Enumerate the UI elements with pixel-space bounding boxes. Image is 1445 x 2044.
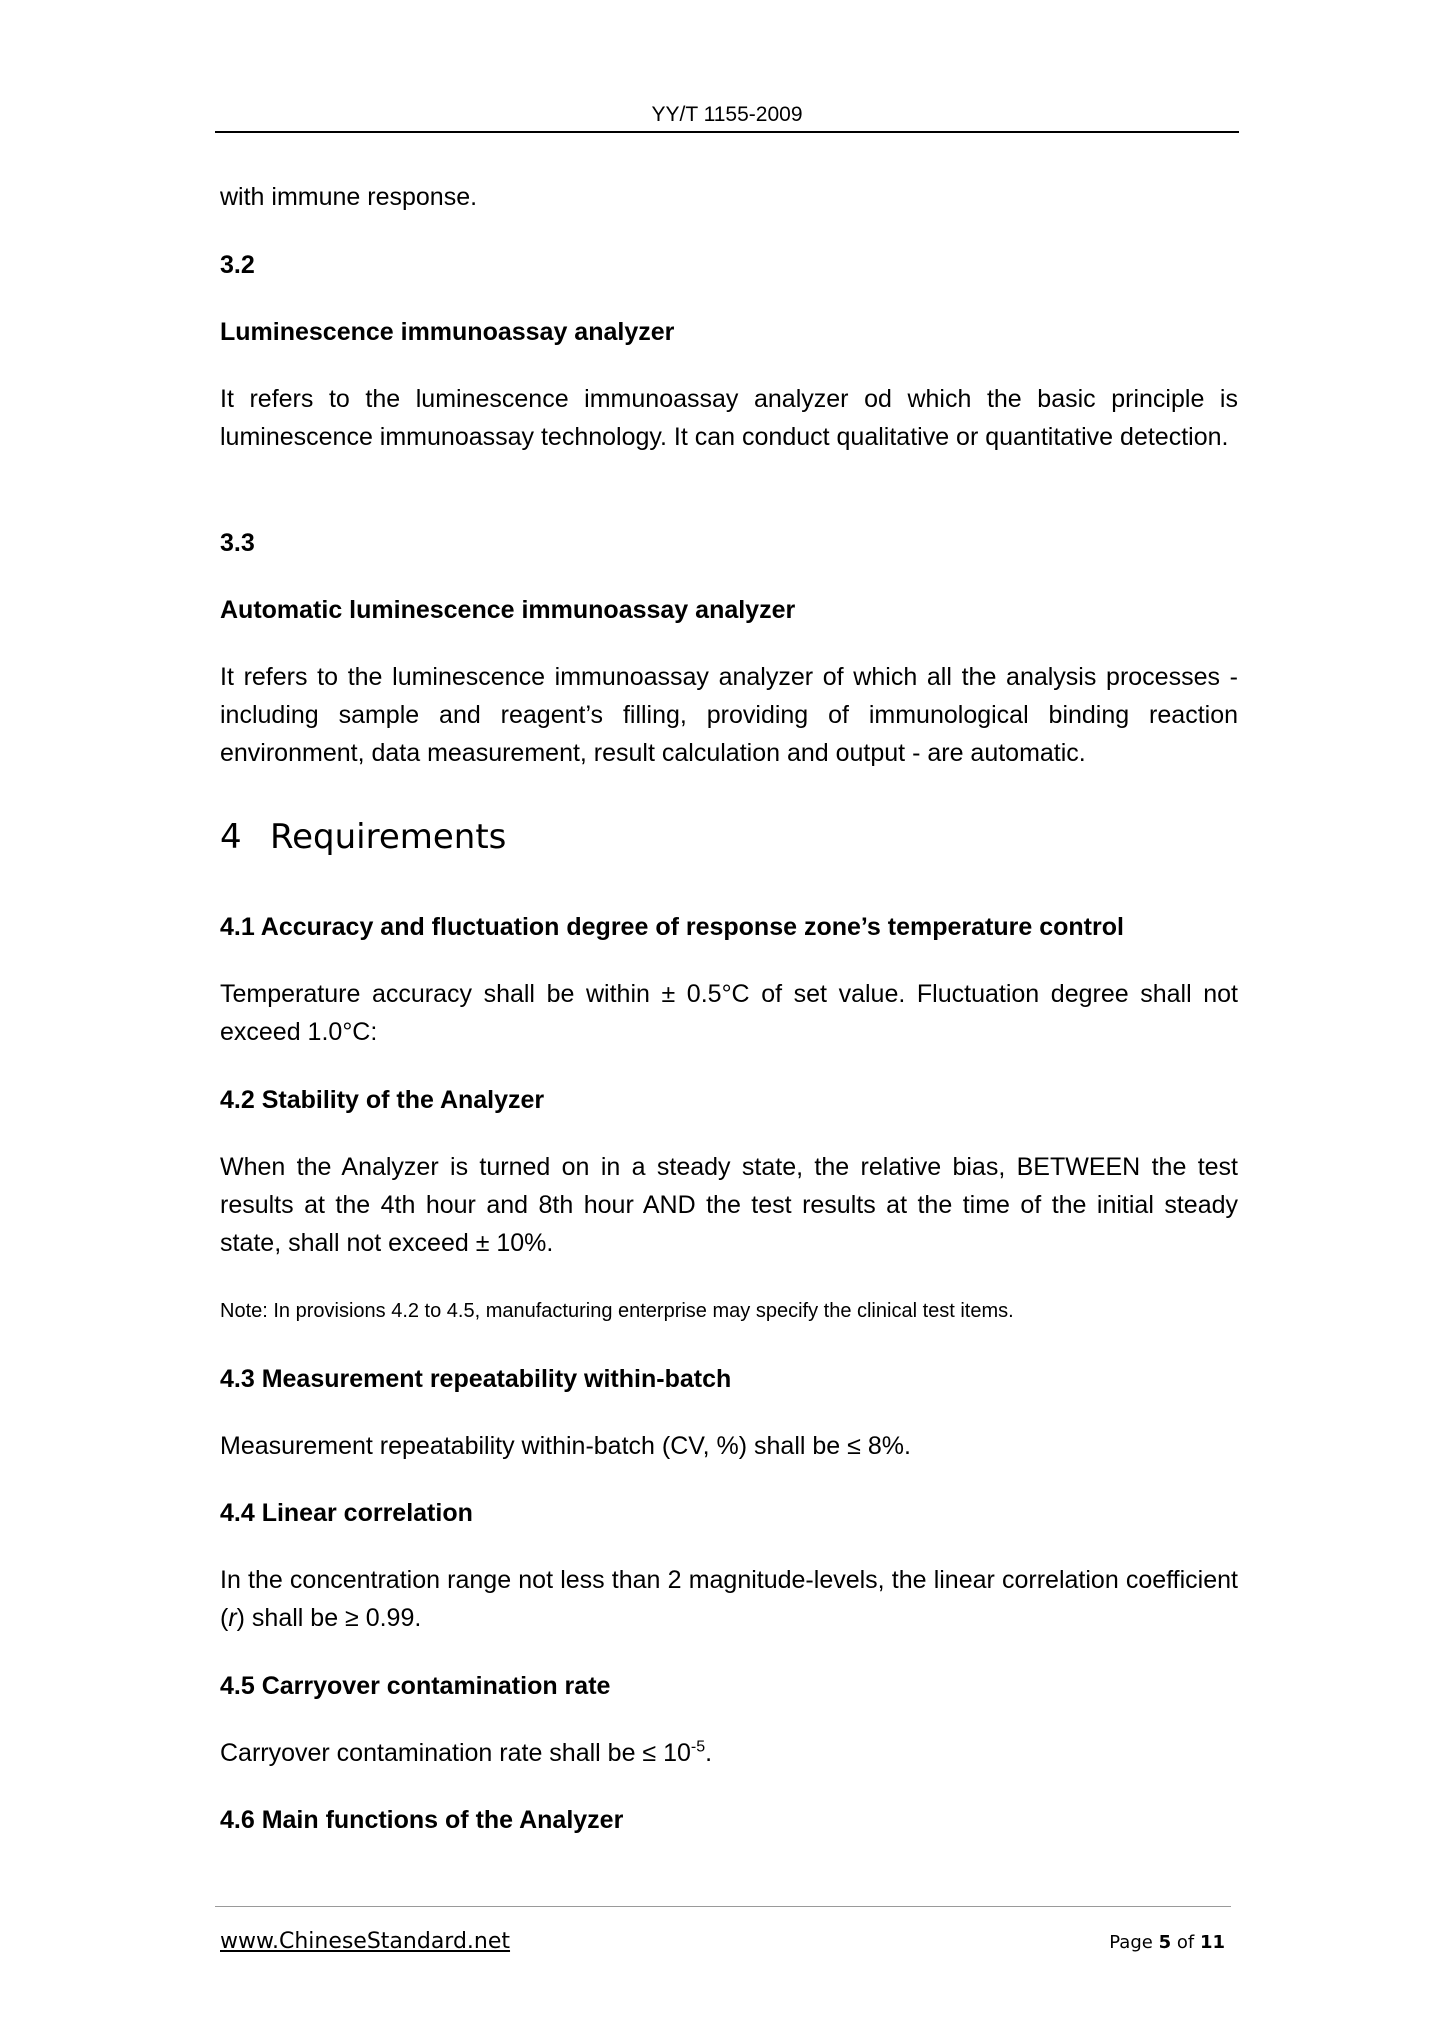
footer-page-total: 11 <box>1199 1932 1225 1953</box>
section-4-4-heading: 4.4 Linear correlation <box>220 1499 473 1527</box>
section-4-4-variable: r <box>228 1604 237 1632</box>
section-3-2-definition: It refers to the luminescence immunoassay analyzer od which the basic principle is luminescence immunoassay technology. It can conduct qualitative or quantitative detection. <box>220 385 1238 451</box>
chapter-4-number: 4 <box>220 817 242 857</box>
footer-page-of: of <box>1176 1932 1195 1953</box>
footer-page-number <box>1109 1931 1225 1955</box>
section-4-5-text-after: . <box>705 1739 713 1767</box>
footer-website-link[interactable]: www.ChineseStandard.net <box>220 1929 511 1954</box>
section-4-3-heading: 4.3 Measurement repeatability within-batch <box>220 1365 732 1393</box>
section-4-3-text: Measurement repeatability within-batch (CV, %) shall be ≤ 8%. <box>220 1432 911 1460</box>
footer-rule <box>215 1906 1231 1907</box>
section-4-4-text-after: ) shall be ≥ 0.99. <box>236 1604 422 1632</box>
section-4-2-heading: 4.2 Stability of the Analyzer <box>220 1086 545 1114</box>
chapter-4-heading <box>220 816 1238 858</box>
section-4-5-text <box>220 1734 1238 1772</box>
section-3-2-number: 3.2 <box>220 251 255 279</box>
section-4-4-text <box>220 1561 1238 1637</box>
section-4-1-text: Temperature accuracy shall be within ± 0.5°C of set value. Fluctuation degree shall not exceed 1.0°C: <box>220 980 1238 1046</box>
footer-page-word: Page <box>1109 1932 1153 1953</box>
section-3-2-term: Luminescence immunoassay analyzer <box>220 318 675 346</box>
header-rule <box>215 131 1239 133</box>
section-3-3-number: 3.3 <box>220 529 255 557</box>
section-4-2-note: Note: In provisions 4.2 to 4.5, manufacturing enterprise may specify the clinical test items. <box>220 1300 1014 1322</box>
header-doc-code: YY/T 1155-2009 <box>651 103 803 126</box>
section-4-5-heading: 4.5 Carryover contamination rate <box>220 1672 611 1700</box>
section-3-3-term: Automatic luminescence immunoassay analyzer <box>220 596 796 624</box>
chapter-4-title: Requirements <box>270 817 507 857</box>
section-4-4-text-before: In the concentration range not less than 2 magnitude-levels, the linear correlation coefficient ( <box>220 1566 1238 1632</box>
section-4-1-heading: 4.1 Accuracy and fluctuation degree of response zone’s temperature control <box>220 913 1124 941</box>
footer-page-current: 5 <box>1158 1932 1172 1953</box>
section-4-2-text: When the Analyzer is turned on in a steady state, the relative bias, BETWEEN the test results at the 4th hour and 8th hour AND the test results at the time of the initial steady state, shall not exceed ± 10%. <box>220 1153 1238 1257</box>
section-4-6-heading: 4.6 Main functions of the Analyzer <box>220 1806 624 1834</box>
section-4-5-exponent: -5 <box>690 1738 706 1756</box>
section-4-5-text-before: Carryover contamination rate shall be ≤ 10 <box>220 1739 691 1767</box>
section-3-3-definition: It refers to the luminescence immunoassay analyzer of which all the analysis processes - including sample and reagent’s filling, providing of immunological binding reaction environment, data measurement, result calculation and output - are automatic. <box>220 663 1238 767</box>
continuation-text: with immune response. <box>220 183 478 211</box>
